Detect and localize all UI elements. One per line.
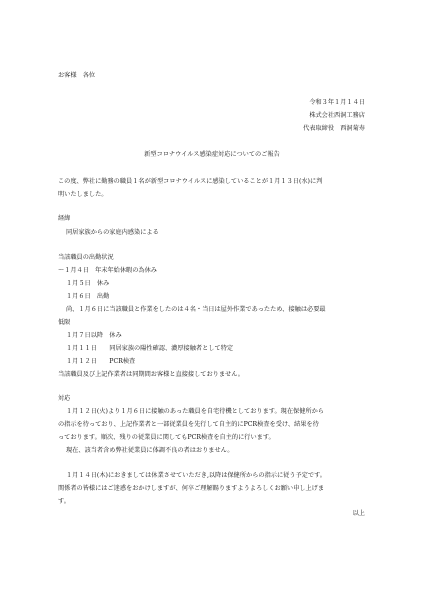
addressee: お客様 各位 [58, 72, 96, 79]
attendance-line: 低限 [58, 319, 71, 326]
attendance-line: １月１１日 同居家族の陽性確認、濃厚接触者として特定 [66, 345, 234, 352]
attendance-heading: 当該職員の出勤状況 [58, 254, 114, 261]
response-line: の指示を待っており、上記作業者と一部従業員を先行して自主的にPCR検査を受け、結果を待 [58, 421, 319, 428]
attendance-line: １月７日以降 休み [66, 332, 122, 339]
route-text: 同居家族からの家庭内感染による [66, 229, 159, 236]
attendance-line: １月１２日 PCR検査 [66, 358, 136, 365]
closing-line: 関係者の皆様にはご迷惑をおかけしますが、何卒ご理解賜りますようよろしくお願い申し上げま [58, 485, 325, 492]
response-heading: 対応 [58, 395, 71, 402]
representative-name: 代表取締役 西洞菊寿 [303, 125, 365, 132]
closing-line: １月１４日(木)におきましては休業させていただき,以降は保健所からの指示に従う予定です。 [66, 472, 326, 479]
end-mark: 以上 [352, 510, 365, 517]
attendance-line: ～１月４日 年末年始休暇の為休み [58, 267, 157, 274]
document-date: 令和３年１月１４日 [309, 99, 365, 106]
route-heading: 経緯 [58, 215, 71, 222]
closing-line: す。 [58, 498, 70, 505]
intro-line-1: この度、弊社に勤務の職員１名が新型コロナウイルスに感染していることが１月１３日(水)に判 [58, 178, 323, 185]
response-line: っております。順次、残りの従業員に関してもPCR検査を自主的に行います。 [58, 434, 275, 441]
attendance-line: 当該職員及び上記作業者は同期間お客様と直接接しておりません。 [58, 371, 244, 378]
company-name: 株式会社西洞工務店 [309, 112, 365, 119]
intro-line-2: 明いたしました。 [58, 191, 108, 198]
attendance-line: 尚、１月６日に当該職員と作業をしたのは４名・当日は屋外作業であったため、接触は必要最 [66, 306, 326, 313]
attendance-line: １月５日 休み [66, 280, 110, 287]
document-title: 新型コロナウイルス感染症対応についてのご報告 [144, 151, 280, 158]
attendance-line: １月６日 出勤 [66, 293, 110, 300]
response-line: 現在、該当者含め弊社従業員に体調不良の者はおりません。 [66, 447, 234, 454]
response-line: １月１２日(火)より１月６日に接触のあった職員を自宅待機としております。現在保健所から [66, 408, 324, 415]
